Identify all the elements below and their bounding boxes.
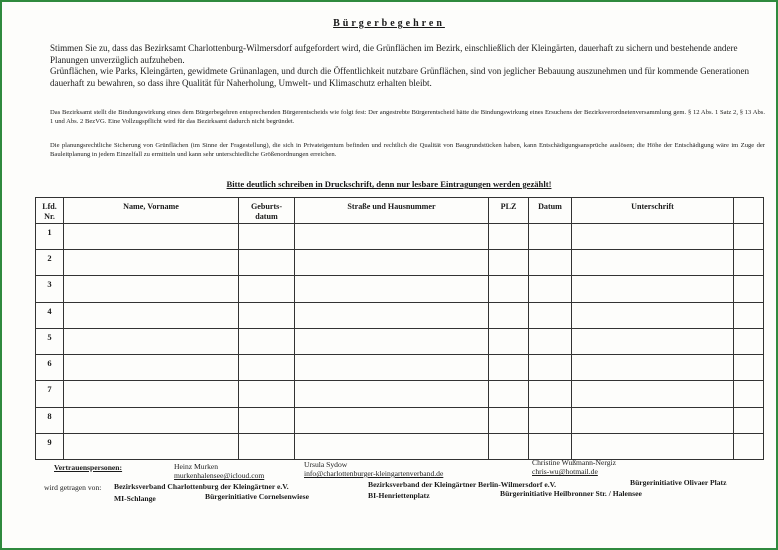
header-extra (734, 198, 764, 224)
date-cell[interactable] (529, 433, 572, 459)
header-plz: PLZ (489, 198, 529, 224)
row-number: 7 (36, 381, 64, 407)
header-signature: Unterschrift (572, 198, 734, 224)
table-row (36, 224, 764, 250)
date-cell[interactable] (529, 355, 572, 381)
date-cell[interactable] (529, 328, 572, 354)
date-cell[interactable] (529, 302, 572, 328)
name-cell[interactable] (64, 433, 239, 459)
date-cell[interactable] (529, 276, 572, 302)
date-cell[interactable] (529, 250, 572, 276)
org-henriettenplatz: BI-Henriettenplatz (368, 491, 430, 500)
intro-paragraph-1: Stimmen Sie zu, dass das Bezirksamt Charlottenburg-Wilmersdorf aufgefordert wird, die Grünflächen im Bezirk, einschließlich der Kleingärten, dauerhaft zu sichern und bestehende andere Planungen unverzüglich aufzuheben. (50, 43, 738, 65)
date-cell[interactable] (529, 224, 572, 250)
plz-cell[interactable] (489, 433, 529, 459)
extra-cell[interactable] (734, 276, 764, 302)
birth-date-cell[interactable] (239, 328, 295, 354)
header-name: Name, Vorname (64, 198, 239, 224)
plz-cell[interactable] (489, 381, 529, 407)
extra-cell[interactable] (734, 407, 764, 433)
supported-by-label: wird getragen von: (44, 483, 102, 492)
birth-date-cell[interactable] (239, 407, 295, 433)
signature-cell[interactable] (572, 407, 734, 433)
plz-cell[interactable] (489, 224, 529, 250)
name-cell[interactable] (64, 381, 239, 407)
name-cell[interactable] (64, 302, 239, 328)
extra-cell[interactable] (734, 250, 764, 276)
date-cell[interactable] (529, 381, 572, 407)
signature-cell[interactable] (572, 355, 734, 381)
plz-cell[interactable] (489, 328, 529, 354)
table-row (36, 302, 764, 328)
name-cell[interactable] (64, 355, 239, 381)
extra-cell[interactable] (734, 355, 764, 381)
org-heilbronner-str: Bürgerinitiative Heilbronner Str. / Halensee (500, 489, 642, 498)
table-row (36, 433, 764, 459)
street-cell[interactable] (295, 355, 489, 381)
intro-text (50, 43, 765, 89)
signature-cell[interactable] (572, 224, 734, 250)
street-cell[interactable] (295, 276, 489, 302)
street-cell[interactable] (295, 250, 489, 276)
table-row (36, 407, 764, 433)
table-header-row (36, 198, 764, 224)
org-bezirksverband-charlottenburg: Bezirksverband Charlottenburg der Kleingärtner e.V. (114, 482, 289, 491)
row-number: 4 (36, 302, 64, 328)
table-row (36, 250, 764, 276)
birth-date-cell[interactable] (239, 302, 295, 328)
plz-cell[interactable] (489, 250, 529, 276)
header-lfd-nr: Lfd. Nr. (36, 198, 64, 224)
row-number: 8 (36, 407, 64, 433)
org-bezirksverband-wilmersdorf: Bezirksverband der Kleingärtner Berlin-Wilmersdorf e.V. (368, 480, 556, 489)
row-number: 9 (36, 433, 64, 459)
compensation-text: Die planungsrechtliche Sicherung von Grünflächen (im Sinne der Fragestellung), die sich in Privateigentum befinden und rechtlich die Qualität von Baugrundstücken haben, kann Entschädigungsansprüche auslösen; die Höhe der Entschädigung wäre im Zuge der Bauleitplanung in jedem Einzelfall zu ermitteln und kann sehr unterschiedliche Größenordnungen erreichen. (50, 142, 765, 159)
header-birth-date: Geburts- datum (239, 198, 295, 224)
row-number: 1 (36, 224, 64, 250)
extra-cell[interactable] (734, 328, 764, 354)
street-cell[interactable] (295, 302, 489, 328)
row-number: 2 (36, 250, 64, 276)
print-instruction: Bitte deutlich schreiben in Druckschrift, denn nur lesbare Eintragungen werden gezählt! (226, 179, 552, 189)
name-cell[interactable] (64, 407, 239, 433)
row-number: 5 (36, 328, 64, 354)
street-cell[interactable] (295, 433, 489, 459)
street-cell[interactable] (295, 381, 489, 407)
name-cell[interactable] (64, 224, 239, 250)
signature-table (35, 197, 764, 460)
header-date: Datum (529, 198, 572, 224)
name-cell[interactable] (64, 276, 239, 302)
birth-date-cell[interactable] (239, 381, 295, 407)
row-number: 3 (36, 276, 64, 302)
signature-cell[interactable] (572, 302, 734, 328)
person-2-email[interactable]: info@charlottenburger-kleingartenverband.de (304, 469, 444, 478)
extra-cell[interactable] (734, 433, 764, 459)
birth-date-cell[interactable] (239, 355, 295, 381)
plz-cell[interactable] (489, 276, 529, 302)
name-cell[interactable] (64, 250, 239, 276)
street-cell[interactable] (295, 224, 489, 250)
birth-date-cell[interactable] (239, 224, 295, 250)
signature-cell[interactable] (572, 328, 734, 354)
org-olivaer-platz: Bürgerinitiative Olivaer Platz (630, 478, 727, 487)
date-cell[interactable] (529, 407, 572, 433)
birth-date-cell[interactable] (239, 276, 295, 302)
signature-cell[interactable] (572, 276, 734, 302)
row-number: 6 (36, 355, 64, 381)
person-3-name: Christine Wußmann-Nergiz (532, 458, 616, 467)
signature-rows (36, 224, 764, 460)
org-cornelsenwiese: Bürgerinitiative Cornelsenwiese (205, 492, 309, 501)
birth-date-cell[interactable] (239, 433, 295, 459)
org-mi-schlange: MI-Schlange (114, 494, 156, 503)
trust-persons-label: Vertrauenspersonen: (54, 463, 123, 472)
extra-cell[interactable] (734, 381, 764, 407)
name-cell[interactable] (64, 328, 239, 354)
signature-cell[interactable] (572, 381, 734, 407)
plz-cell[interactable] (489, 302, 529, 328)
plz-cell[interactable] (489, 355, 529, 381)
table-row (36, 328, 764, 354)
person-2-name: Ursula Sydow (304, 460, 348, 469)
plz-cell[interactable] (489, 407, 529, 433)
street-cell[interactable] (295, 328, 489, 354)
person-3-email[interactable]: chris-wu@hotmail.de (532, 467, 598, 476)
intro-paragraph-2: Grünflächen, wie Parks, Kleingärten, gewidmete Grünanlagen, und durch die Öffentlichkeit nutzbare Grünflächen, sind von jeglicher Bebauung auszunehmen und für kommende Generationen dauerhaft zu bewahren, so dass ihre Qualität für Naherholung, Umwelt- und Klimaschutz erhalten bleibt. (50, 66, 750, 88)
signature-cell[interactable] (572, 250, 734, 276)
table-row (36, 355, 764, 381)
extra-cell[interactable] (734, 224, 764, 250)
binding-effect-text: Das Bezirksamt stellt die Bindungswirkung eines dem Bürgerbegehren entsprechenden Bürgerentscheids wie folgt fest: Der angestrebte Bürgerentscheid hätte die Bindungswirkung eines Ersuchens der Bezirksverordnetenversammlung gem. § 12 Abs. 1 Satz 2, § 13 Abs. 1 und Abs. 2 BezVG. Eine Vollzugspflicht wird für das Bezirksamt dadurch nicht begründet. (50, 109, 765, 126)
header-street: Straße und Hausnummer (295, 198, 489, 224)
street-cell[interactable] (295, 407, 489, 433)
extra-cell[interactable] (734, 302, 764, 328)
table-row (36, 276, 764, 302)
signature-cell[interactable] (572, 433, 734, 459)
table-row (36, 381, 764, 407)
person-1-email[interactable]: murkenhalensee@icloud.com (174, 471, 265, 480)
birth-date-cell[interactable] (239, 250, 295, 276)
document-title: Bürgerbegehren (333, 18, 445, 29)
footer (2, 458, 778, 518)
person-1-name: Heinz Murken (174, 462, 219, 471)
